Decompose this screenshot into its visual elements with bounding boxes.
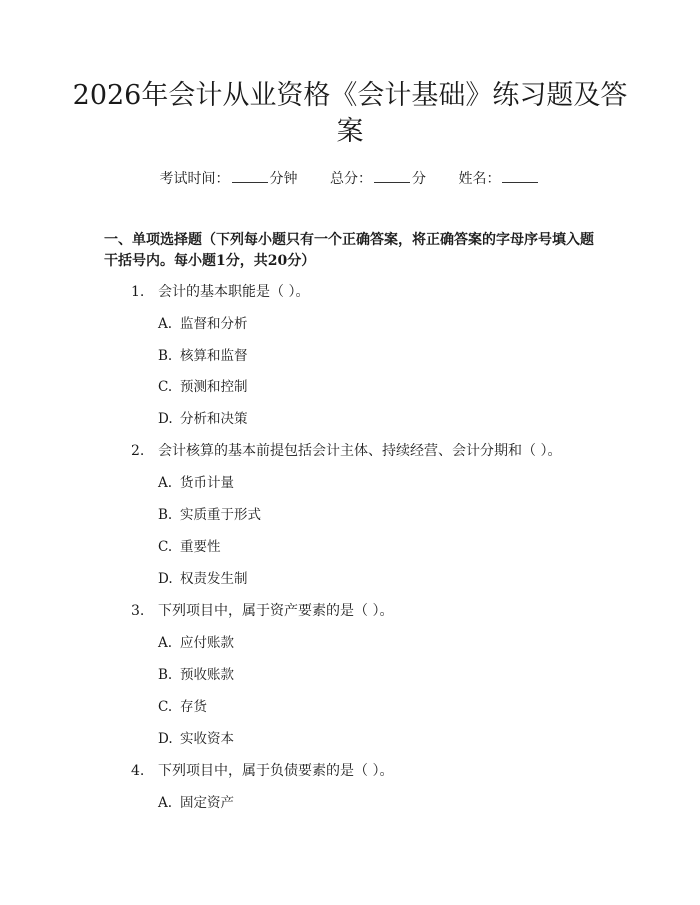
question-number: 1.: [131, 284, 145, 300]
option-2c: [158, 537, 221, 557]
option-letter: C.: [158, 379, 173, 395]
option-text: 预测和控制: [180, 379, 248, 395]
option-1d: [158, 409, 248, 429]
option-text: 权责发生制: [180, 571, 248, 587]
option-text: 应付账款: [180, 635, 234, 651]
option-letter: D.: [158, 411, 173, 427]
option-letter: B.: [158, 348, 173, 364]
name-label: 姓名：: [458, 171, 501, 187]
question-number: 2.: [131, 443, 145, 459]
option-1a: [158, 314, 248, 334]
option-4a: [158, 793, 234, 813]
option-letter: D.: [158, 571, 173, 587]
option-3b: [158, 665, 234, 685]
question-3: [131, 601, 393, 621]
option-letter: A.: [158, 635, 173, 651]
question-number: 4.: [131, 763, 145, 779]
option-3c: [158, 697, 207, 717]
question-number: 3.: [131, 603, 145, 619]
option-3d: [158, 729, 234, 749]
option-text: 实收资本: [180, 731, 234, 747]
option-text: 货币计量: [180, 475, 234, 491]
question-text: 会计的基本职能是（ ）。: [158, 284, 310, 300]
option-text: 分析和决策: [180, 411, 248, 427]
total-score-field: [330, 168, 426, 189]
option-letter: B.: [158, 507, 173, 523]
question-text: 下列项目中，属于负债要素的是（ ）。: [158, 763, 394, 779]
option-letter: A.: [158, 316, 173, 332]
option-text: 存货: [180, 699, 207, 715]
option-text: 预收账款: [180, 667, 234, 683]
option-letter: D.: [158, 731, 173, 747]
question-2: [131, 441, 561, 461]
question-1: [131, 282, 309, 302]
option-text: 实质重于形式: [180, 507, 261, 523]
total-score-blank[interactable]: [374, 168, 410, 183]
option-text: 重要性: [180, 539, 221, 555]
total-score-unit: 分: [412, 171, 426, 187]
name-field: [458, 168, 540, 189]
exam-time-unit: 分钟: [269, 171, 298, 187]
exam-time-blank[interactable]: [232, 168, 268, 183]
option-1b: [158, 346, 248, 366]
total-score-label: 总分：: [330, 171, 372, 187]
option-2d: [158, 569, 248, 589]
question-text: 会计核算的基本前提包括会计主体、持续经营、会计分期和（ ）。: [158, 443, 562, 459]
option-text: 固定资产: [180, 795, 234, 811]
exam-time-label: 考试时间：: [159, 171, 230, 187]
option-2b: [158, 505, 261, 525]
option-letter: B.: [158, 667, 173, 683]
option-text: 监督和分析: [180, 316, 248, 332]
option-text: 核算和监督: [180, 348, 248, 364]
name-blank[interactable]: [502, 168, 538, 183]
option-2a: [158, 473, 234, 493]
option-letter: C.: [158, 699, 173, 715]
page-title: 2026年会计从业资格《会计基础》练习题及答案: [72, 80, 628, 147]
option-1c: [158, 377, 248, 397]
option-3a: [158, 633, 234, 653]
option-letter: C.: [158, 539, 173, 555]
exam-time-field: [160, 168, 298, 189]
section-heading: 一、单项选择题（下列每小题只有一个正确答案，将正确答案的字母序号填入题干括号内。每小题1分，共20分）: [104, 232, 594, 269]
exam-info: [0, 168, 700, 189]
option-letter: A.: [158, 475, 173, 491]
question-text: 下列项目中，属于资产要素的是（ ）。: [158, 603, 394, 619]
question-4: [131, 761, 393, 781]
option-letter: A.: [158, 795, 173, 811]
